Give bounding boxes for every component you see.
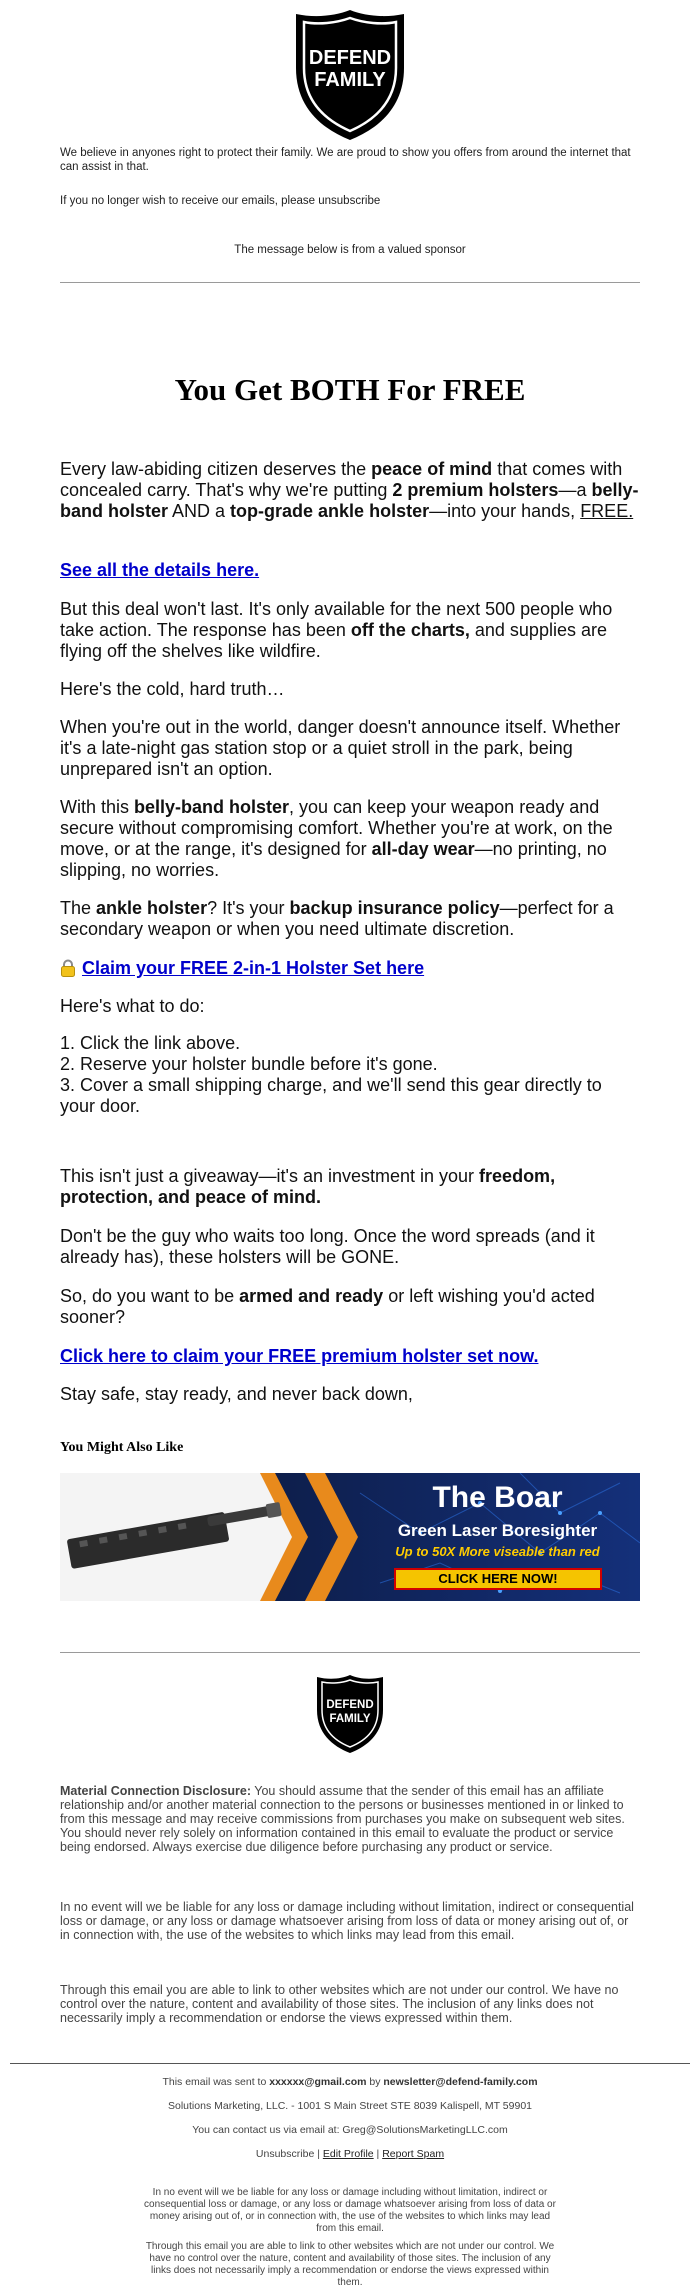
lock-icon xyxy=(60,959,76,977)
divider xyxy=(60,282,640,283)
boresighter-ad-banner[interactable] xyxy=(60,1473,640,1601)
paragraph-belly-band: With this belly-band holster, you can keep your weapon ready and secure without compromising comfort. Whether you're at work, on the move, or at the range, it's designed for all-day wear—no printing, no slipping, no worries. xyxy=(60,797,613,880)
paragraph-question: So, do you want to be armed and ready or left wishing you'd acted sooner? xyxy=(60,1286,595,1327)
paragraph-urgency: Don't be the guy who waits too long. Once the word spreads (and it already has), these holsters will be GONE. xyxy=(60,1226,595,1267)
ad-tagline: Up to 50X More viseable than red xyxy=(395,1544,600,1559)
claim-holster-link[interactable]: Claim your FREE 2-in-1 Holster Set here xyxy=(82,958,425,978)
ad-title: The Boar xyxy=(432,1481,563,1514)
defend-family-logo xyxy=(290,6,410,144)
claim-now-link[interactable]: Click here to claim your FREE premium holster set now. xyxy=(60,1346,539,1366)
defend-family-logo-small xyxy=(314,1672,386,1756)
contact-line: You can contact us via email at: Greg@SolutionsMarketingLLC.com xyxy=(192,2124,508,2136)
logo-line2: FAMILY xyxy=(329,1713,371,1725)
page-title: You Get BOTH For FREE xyxy=(174,372,526,407)
step-1: 1. Click the link above. xyxy=(60,1033,241,1053)
step-2: 2. Reserve your holster bundle before it's gone. xyxy=(60,1054,438,1074)
details-link[interactable]: See all the details here. xyxy=(60,560,260,580)
report-spam-link[interactable]: Report Spam xyxy=(382,2148,445,2160)
links-disclosure: Through this email you are able to link to other websites which are not under our control. We have no control over the nature, content and availability of those sites. The inclusion of any links does not necessarily imply a recommendation or endorse the views expressed within them. xyxy=(60,1983,619,2025)
unsubscribe-prefix: If you no longer wish to receive our emails, please xyxy=(60,195,319,207)
signoff: Stay safe, stay ready, and never back down, xyxy=(60,1384,413,1404)
step-3: 3. Cover a small shipping charge, and we'll send this gear directly to your door. xyxy=(60,1075,602,1116)
disclosure-label: Material Connection Disclosure: xyxy=(60,1784,252,1798)
also-like-heading: You Might Also Like xyxy=(60,1440,184,1455)
paragraph-truth: Here's the cold, hard truth… xyxy=(60,679,285,699)
unsubscribe-link[interactable]: unsubscribe xyxy=(318,195,381,207)
paragraph-instructions: Here's what to do: xyxy=(60,996,205,1016)
paragraph-deal: But this deal won't last. It's only available for the next 500 people who take action. The response has been off the charts, and supplies are flying off the shelves like wildfire. xyxy=(60,599,613,661)
footer-liability: In no event will we be liable for any loss or damage including without limitation, indirect or consequential loss or damage, or any loss or damage whatsoever arising from loss of data or money arising out of, or in connection with, the use of the websites to which links may lead from this email. xyxy=(144,2187,556,2234)
paragraph-danger: When you're out in the world, danger doesn't announce itself. Whether it's a late-night gas station stop or a quiet stroll in the park, being unprepared isn't an option. xyxy=(60,717,621,779)
logo-line1: DEFEND xyxy=(308,47,392,69)
sent-to-line: This email was sent to xxxxxx@gmail.com by newsletter@defend-family.com xyxy=(162,2076,538,2088)
sponsor-note: The message below is from a valued sponsor xyxy=(234,244,466,256)
company-address: Solutions Marketing, LLC. - 1001 S Main Street STE 8039 Kalispell, MT 59901 xyxy=(168,2100,532,2112)
mission-text: We believe in anyones right to protect their family. We are proud to show you offers from around the internet that can assist in that. xyxy=(60,147,631,173)
footer-unsubscribe-link[interactable]: Unsubscribe xyxy=(255,2148,315,2160)
paragraph-intro: Every law-abiding citizen deserves the peace of mind that comes with concealed carry. That's why we're putting 2 premium holsters—a belly-band holster AND a top-grade ankle holster—into your hands, FREE. xyxy=(60,459,639,521)
logo-line1: DEFEND xyxy=(326,1699,374,1711)
paragraph-investment: This isn't just a giveaway—it's an investment in your freedom, protection, and peace of mind. xyxy=(60,1166,556,1207)
material-disclosure: Material Connection Disclosure: You should assume that the sender of this email has an affiliate relationship and/or another material connection to the persons or businesses mentioned in or linked to from this message and may receive commissions from purchases you make on subsequent web sites. You should never rely solely on information contained in this email to evaluate the product or service being endorsed. Always exercise due diligence before purchasing any product or service. xyxy=(60,1784,625,1854)
ad-subtitle: Green Laser Boresighter xyxy=(397,1521,598,1540)
logo-line2: FAMILY xyxy=(314,69,386,91)
footer-divider xyxy=(10,2063,690,2064)
paragraph-ankle: The ankle holster? It's your backup insurance policy—perfect for a secondary weapon or when you need ultimate discretion. xyxy=(60,898,614,939)
edit-profile-link[interactable]: Edit Profile xyxy=(322,2148,374,2160)
unsubscribe-line xyxy=(60,194,640,208)
sender-email: newsletter@defend-family.com xyxy=(383,2076,538,2088)
claim-line xyxy=(60,958,640,979)
divider xyxy=(60,1652,640,1653)
recipient-email: xxxxxx@gmail.com xyxy=(269,2076,367,2088)
ad-cta-button[interactable]: CLICK HERE NOW! xyxy=(394,1568,602,1590)
liability-disclosure: In no event will we be liable for any loss or damage including without limitation, indirect or consequential loss or damage, or any loss or damage whatsoever arising from loss of data or money arising out of, or in connection with, the use of the websites to which links may lead from this email. xyxy=(60,1900,634,1942)
footer-links-notice: Through this email you are able to link to other websites which are not under our control. We have no control over the nature, content and availability of those sites. The inclusion of any links does not necessarily imply a recommendation or endorse the views expressed within them. xyxy=(145,2241,555,2288)
footer-links: Unsubscribe | Edit Profile | Report Spam xyxy=(255,2148,445,2160)
